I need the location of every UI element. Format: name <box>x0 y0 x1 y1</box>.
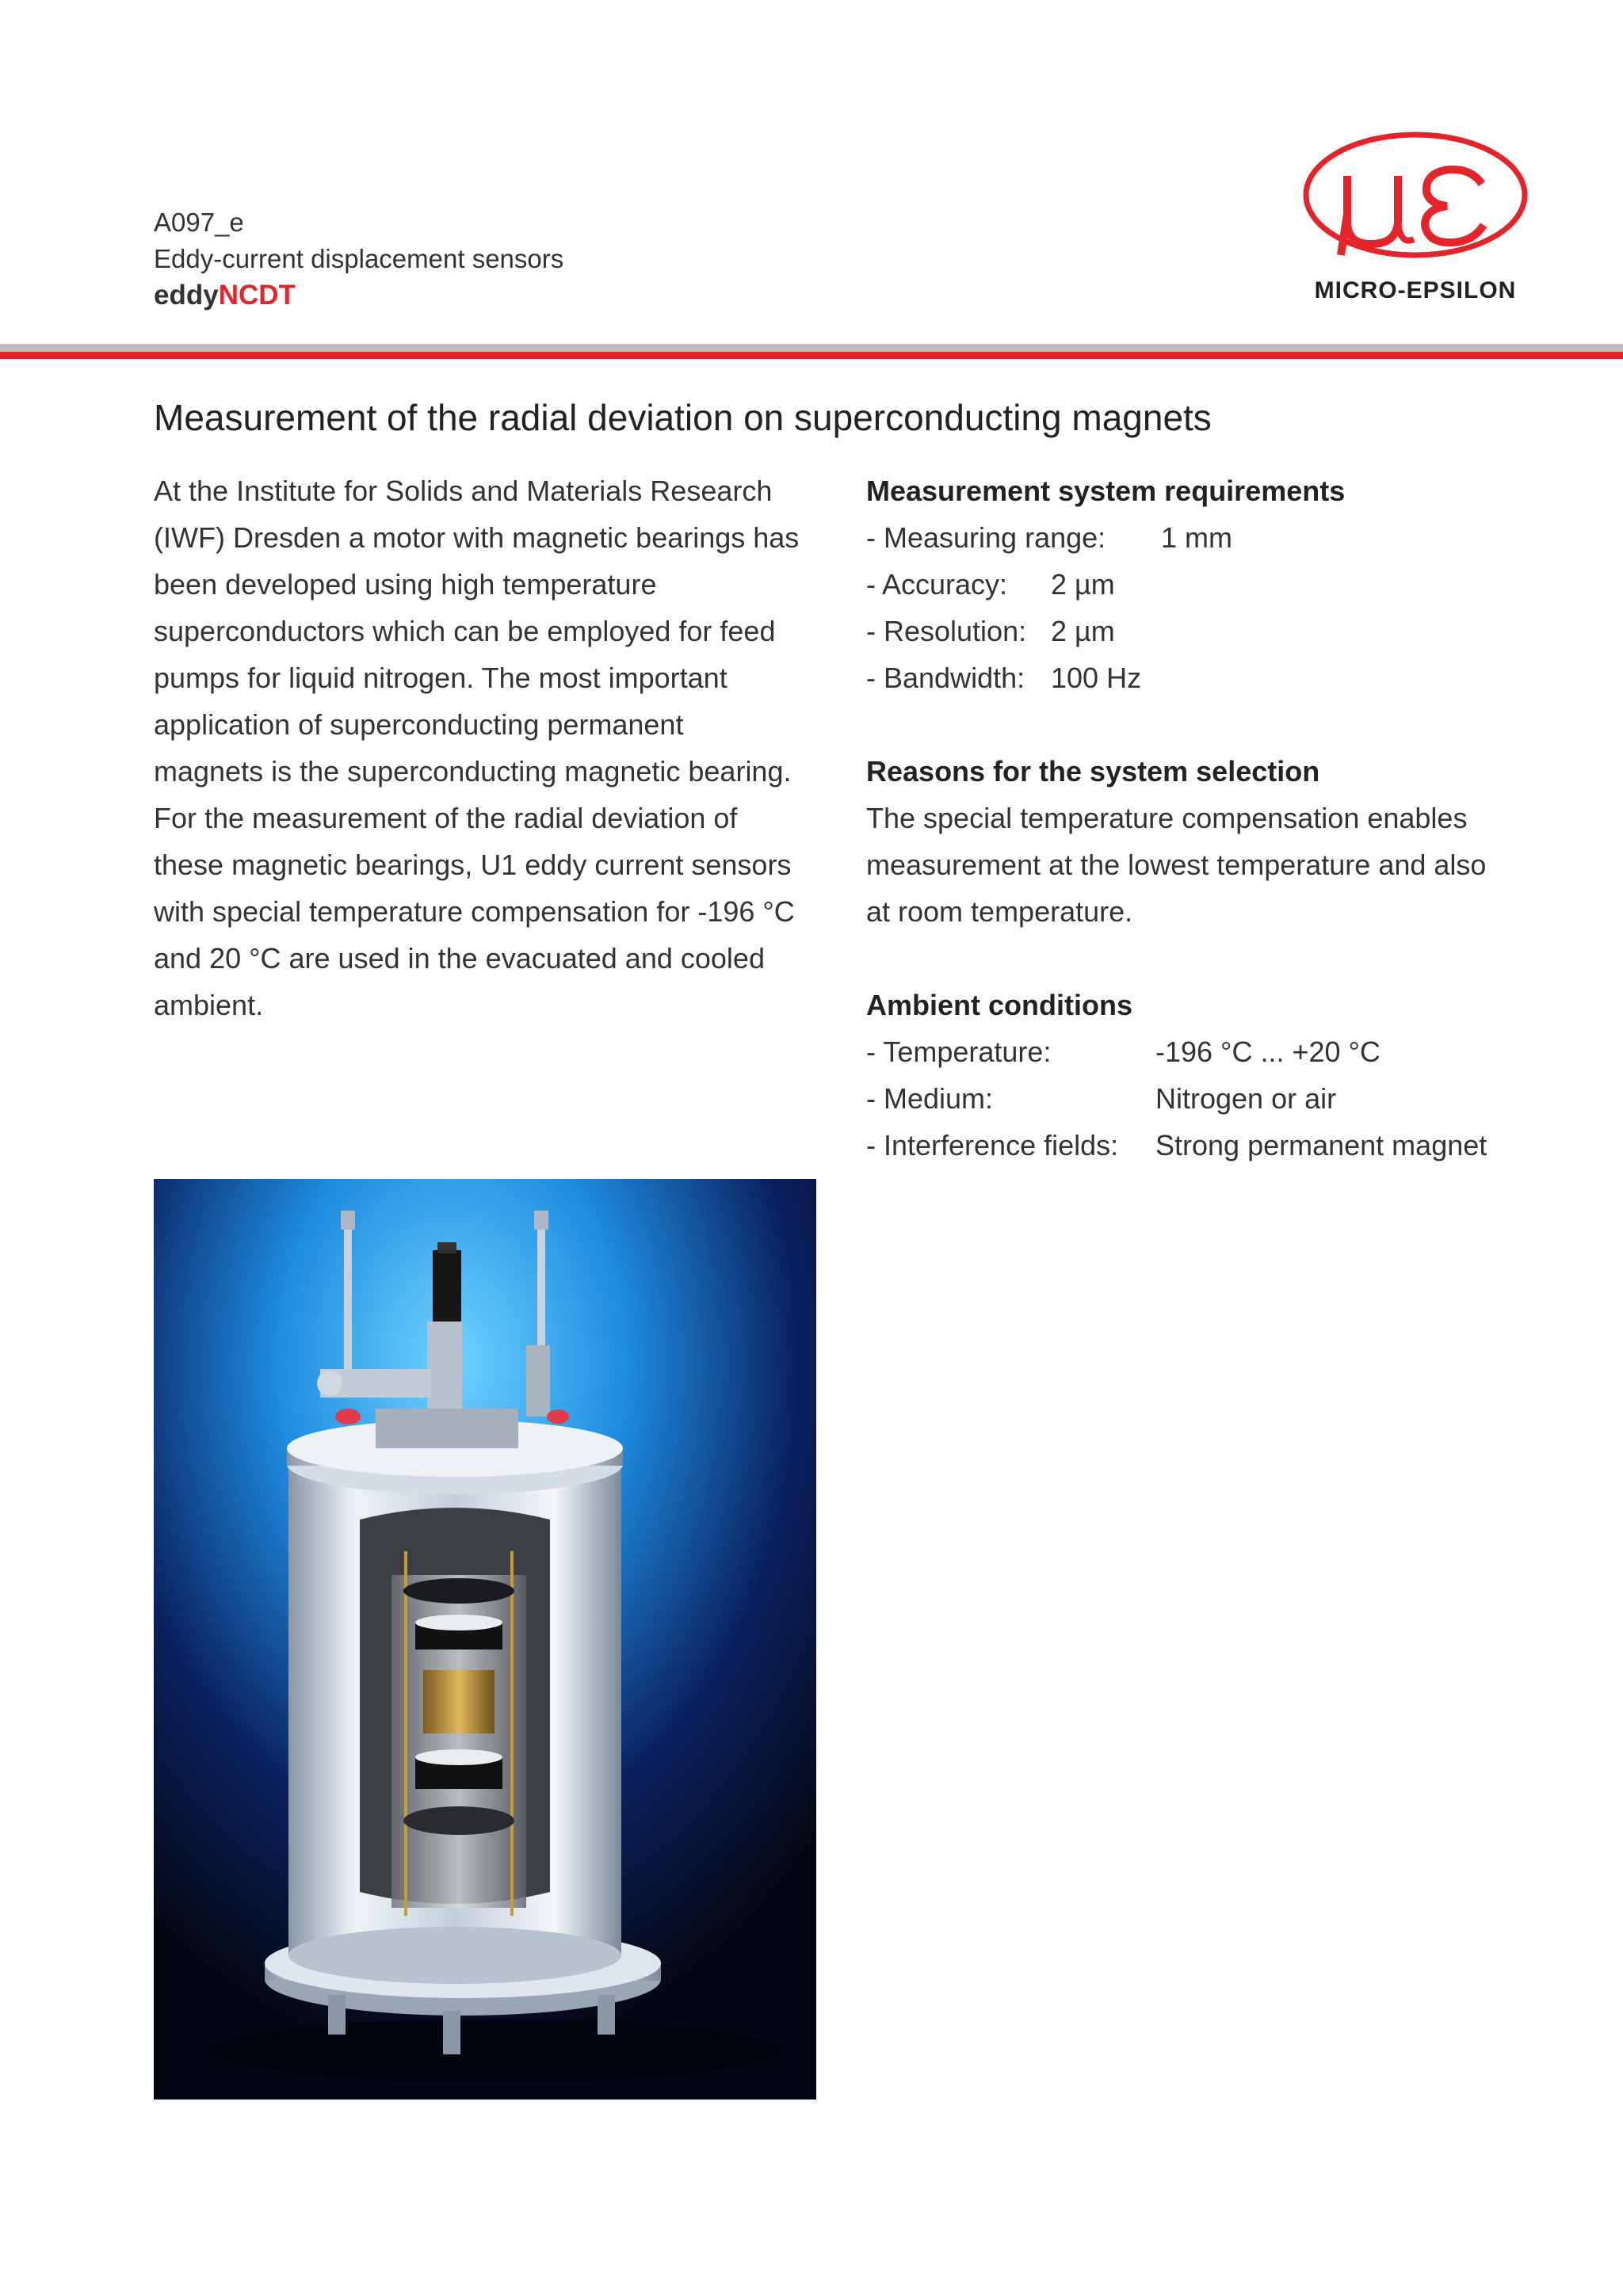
intro-line: been developed using high temperature <box>154 568 657 601</box>
ambient-value: -196 °C ... +20 °C <box>1155 1035 1381 1068</box>
intro-paragraph <box>154 467 835 1028</box>
spec-column <box>866 467 1611 1169</box>
intro-line: with special temperature compensation for -196 °C <box>154 895 795 928</box>
requirement-value: 100 Hz <box>1051 662 1142 694</box>
logo-text: MICRO-EPSILON <box>1314 277 1517 303</box>
ambient-label: - Interference fields: <box>866 1129 1119 1161</box>
requirement-value: 2 µm <box>1051 615 1115 647</box>
ambient-label: - Medium: <box>866 1082 994 1115</box>
requirement-label: - Accuracy: <box>866 568 1008 601</box>
ambient-row <box>866 1075 1611 1122</box>
intro-line: ambient. <box>154 989 264 1021</box>
cryostat-illustration <box>154 1179 816 2100</box>
intro-line: pumps for liquid nitrogen. The most important <box>154 662 727 694</box>
requirement-value: 1 mm <box>1161 521 1232 554</box>
header-rule-red <box>0 352 1623 359</box>
intro-line: (IWF) Dresden a motor with magnetic bearings has <box>154 521 800 554</box>
intro-line: these magnetic bearings, U1 eddy current sensors <box>154 849 792 881</box>
requirement-label: - Resolution: <box>866 615 1027 647</box>
product-suffix: NCDT <box>218 280 296 311</box>
product-prefix: eddy <box>154 280 219 311</box>
reasons-heading: Reasons for the system selection <box>866 755 1320 788</box>
requirement-value: 2 µm <box>1051 568 1115 601</box>
intro-line: magnets is the superconducting magnetic bearing. <box>154 755 792 788</box>
intro-line: superconductors which can be employed for feed <box>154 615 776 647</box>
intro-line: For the measurement of the radial deviation of <box>154 802 738 834</box>
ambient-row <box>866 1122 1611 1169</box>
requirement-row <box>866 561 1611 608</box>
ambient-heading: Ambient conditions <box>866 989 1132 1021</box>
requirement-row <box>866 654 1611 701</box>
ambient-value: Strong permanent magnet <box>1155 1129 1487 1161</box>
requirement-row <box>866 608 1611 654</box>
header-rule-gray <box>0 344 1623 352</box>
intro-line: At the Institute for Solids and Materials Research <box>154 475 773 507</box>
ambient-row <box>866 1028 1611 1075</box>
document-header <box>154 204 563 314</box>
requirement-label: - Bandwidth: <box>866 662 1025 694</box>
requirement-row <box>866 514 1611 561</box>
cryostat-photo <box>154 1179 816 2100</box>
doc-code: A097_e <box>154 208 244 237</box>
category-line: Eddy-current displacement sensors <box>154 244 564 273</box>
product-name <box>154 277 563 314</box>
ambient-label: - Temperature: <box>866 1035 1052 1068</box>
requirements-heading: Measurement system requirements <box>866 475 1346 507</box>
page-title: Measurement of the radial deviation on superconducting magnets <box>154 397 1212 438</box>
reasons-line: at room temperature. <box>866 895 1133 928</box>
requirement-label: - Measuring range: <box>866 521 1106 554</box>
ambient-value: Nitrogen or air <box>1155 1082 1337 1115</box>
intro-line: application of superconducting permanent <box>154 708 684 741</box>
reasons-line: The special temperature compensation enables <box>866 802 1468 834</box>
reasons-line: measurement at the lowest temperature and also <box>866 849 1487 881</box>
intro-line: and 20 °C are used in the evacuated and cooled <box>154 942 765 974</box>
